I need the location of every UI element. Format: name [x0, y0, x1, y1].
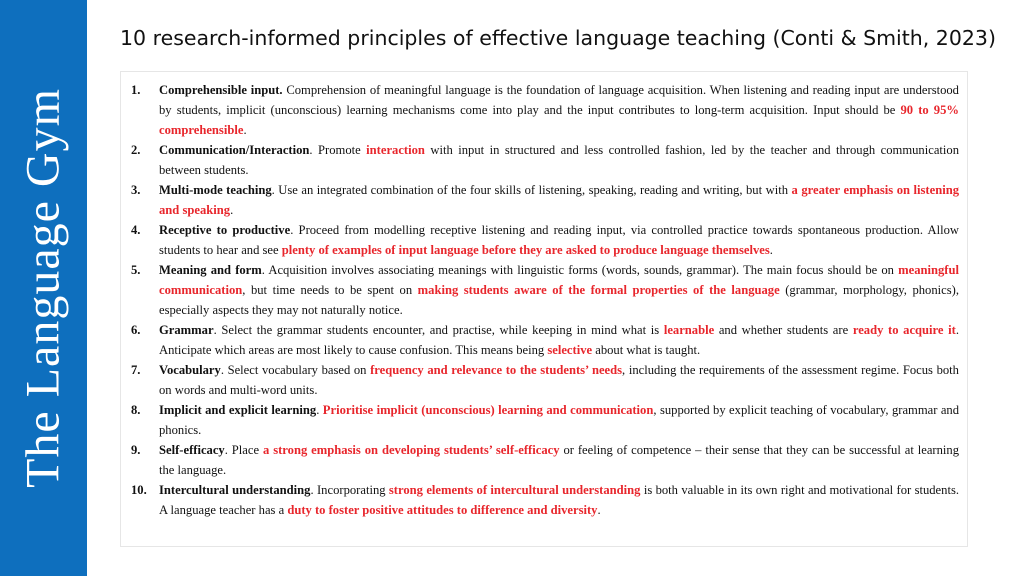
principle-item	[131, 480, 959, 520]
principle-text	[159, 80, 959, 140]
principle-name: Receptive to productive	[159, 223, 291, 237]
principle-highlight: a greater emphasis on listening and speaking	[159, 183, 959, 217]
principle-highlight: a strong emphasis on developing students’ self-efficacy	[262, 443, 560, 457]
principle-number: 9.	[131, 443, 141, 457]
principle-number: 5.	[131, 263, 141, 277]
principle-text	[159, 400, 959, 440]
principle-body: .	[769, 243, 773, 257]
principles-list	[121, 72, 967, 520]
principle-highlight: selective	[547, 343, 593, 357]
principle-name: Communication/Interaction	[159, 143, 310, 157]
principle-body: . Incorporating	[310, 483, 389, 497]
principle-item	[131, 80, 959, 140]
principle-body: about what is taught.	[592, 343, 701, 357]
principle-text	[159, 260, 959, 320]
principle-highlight: plenty of examples of input language before they are asked to produce language themselves	[281, 243, 770, 257]
principle-number: 6.	[131, 323, 141, 337]
principle-text	[159, 360, 959, 400]
principle-body: , including the requirements of the assessment regime. Focus both on words and multi-word units.	[159, 363, 959, 397]
principle-text	[159, 180, 959, 220]
principle-text	[159, 480, 959, 520]
principle-body: . Select the grammar students encounter, and practise, while keeping in mind what is	[213, 323, 664, 337]
principle-item	[131, 220, 959, 260]
principle-text	[159, 220, 959, 260]
principle-text	[159, 440, 959, 480]
principle-body: .	[230, 203, 234, 217]
principle-highlight: learnable	[663, 323, 715, 337]
principle-body: is both valuable in its own right and motivational for students. A language teacher has a	[159, 483, 959, 517]
page-title: 10 research-informed principles of effective language teaching (Conti & Smith, 2023)	[120, 26, 996, 50]
principle-number: 3.	[131, 183, 141, 197]
principle-name: Implicit and explicit learning	[159, 403, 317, 417]
principle-number: 10.	[131, 483, 147, 497]
principle-name: Comprehensible input.	[159, 83, 283, 97]
principle-item	[131, 140, 959, 180]
principle-body: (grammar, morphology, phonics), especially aspects they may not naturally notice.	[159, 283, 959, 317]
principle-text	[159, 320, 959, 360]
principle-item	[131, 320, 959, 360]
principle-highlight: strong elements of intercultural understanding	[388, 483, 641, 497]
brand-label: The Language Gym	[16, 88, 70, 488]
principle-text	[159, 140, 959, 180]
principle-highlight: ready to acquire it	[852, 323, 956, 337]
principle-body: , supported by explicit teaching of vocabulary, grammar and phonics.	[159, 403, 960, 437]
principle-body: . Place	[224, 443, 263, 457]
principle-number: 2.	[131, 143, 141, 157]
principle-name: Grammar	[159, 323, 214, 337]
principle-body: . Anticipate which areas are most likely to cause confusion. This means being	[159, 323, 959, 357]
principle-item	[131, 440, 959, 480]
principle-number: 1.	[131, 83, 141, 97]
principle-body: . Select vocabulary based on	[220, 363, 371, 377]
principle-highlight: interaction	[366, 143, 425, 157]
principle-number: 7.	[131, 363, 141, 377]
principle-body: and whether students are	[714, 323, 853, 337]
principle-body: with input in structured and less controlled fashion, led by the teacher and through communication between students.	[159, 143, 959, 177]
principle-name: Vocabulary	[159, 363, 221, 377]
principle-body: .	[316, 403, 323, 417]
principle-name: Meaning and form	[159, 263, 262, 277]
principle-body: or feeling of competence – their sense that they can be successful at learning the language.	[159, 443, 960, 477]
principle-body: , but time needs to be spent on	[242, 283, 418, 297]
principle-name: Multi-mode teaching	[159, 183, 272, 197]
principle-highlight: making students aware of the formal properties of the language	[417, 283, 780, 297]
principle-number: 8.	[131, 403, 141, 417]
principle-body: .	[597, 503, 601, 517]
principle-item	[131, 180, 959, 220]
principle-number: 4.	[131, 223, 141, 237]
principle-item	[131, 360, 959, 400]
principle-highlight: 90 to 95% comprehensible	[159, 103, 959, 137]
principle-body: Comprehension of meaningful language is the foundation of language acquisition. When listening and reading input are understood by students, implicit (unconscious) learning mechanisms come into play and the input contributes to long-term acquisition. Input should be	[159, 83, 959, 117]
principle-item	[131, 400, 959, 440]
principle-highlight: duty to foster positive attitudes to difference and diversity	[287, 503, 598, 517]
principle-body: . Use an integrated combination of the four skills of listening, speaking, reading and writing, but with	[271, 183, 792, 197]
brand-banner	[0, 0, 87, 576]
principle-name: Self-efficacy	[159, 443, 225, 457]
principle-body: . Acquisition involves associating meanings with linguistic forms (words, sounds, grammar). The main focus should be on	[261, 263, 899, 277]
principles-box	[120, 71, 968, 547]
principle-body: .	[243, 123, 247, 137]
principle-item	[131, 260, 959, 320]
principle-name: Intercultural understanding	[159, 483, 311, 497]
principle-body: . Proceed from modelling receptive listening and reading input, via controlled practice towards spontaneous production. Allow students to hear and see	[159, 223, 960, 257]
principle-body: . Promote	[309, 143, 367, 157]
principle-highlight: Prioritise implicit (unconscious) learning and communication	[322, 403, 654, 417]
principle-highlight: frequency and relevance to the students’ needs	[370, 363, 623, 377]
principle-highlight: meaningful communication	[159, 263, 960, 297]
